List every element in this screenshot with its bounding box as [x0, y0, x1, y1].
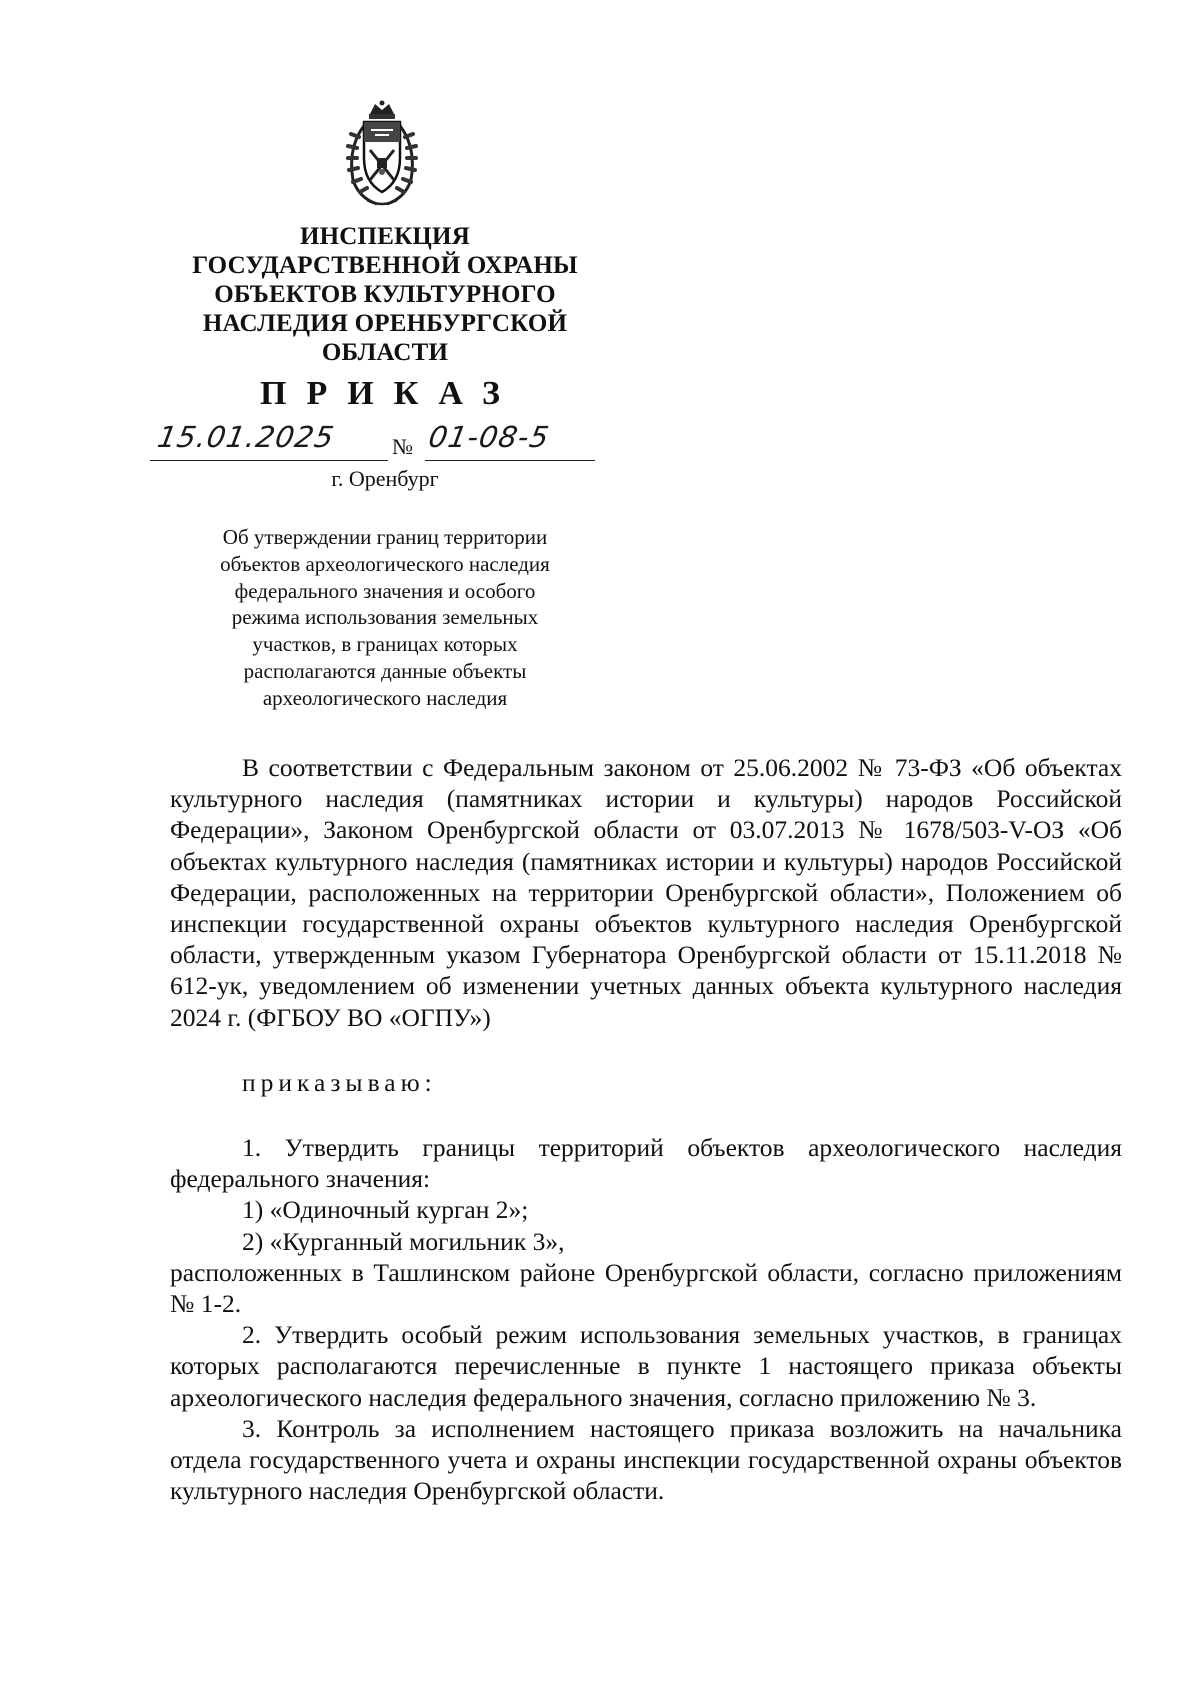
subject-line: режима использования земельных — [231, 605, 539, 630]
subject-line: Об утверждении границ территории — [222, 525, 548, 549]
subject-line: располагаются данные объекты — [243, 658, 527, 683]
city-label: г. Оренбург — [331, 466, 439, 491]
organization-name-line: ОБЪЕКТОВ КУЛЬТУРНОГО — [214, 281, 556, 308]
organization-name-line: ИНСПЕКЦИЯ — [300, 223, 470, 250]
organization-name-line: ГОСУДАРСТВЕННОЙ ОХРАНЫ — [192, 252, 578, 279]
handwritten-date: 15.01.2025 — [155, 420, 338, 454]
document-type-title: ПРИКАЗ — [260, 375, 520, 412]
point-2-paragraph: 2. Утвердить особый режим использования земельных участков, в границах которых располагаются перечисленные в пункте 1 настоящего приказа объекты археологического наследия федерального значения, согласно приложению № 3. — [170, 1320, 1122, 1412]
organization-name-line: ОБЛАСТИ — [321, 339, 449, 366]
point-1-tail: расположенных в Ташлинском районе Оренбургской области, согласно приложениям № 1-2. — [170, 1257, 1122, 1319]
number-label: № — [392, 434, 413, 459]
document-body — [170, 752, 1122, 1506]
number-field — [425, 420, 595, 461]
subject-line: участков, в границах которых — [252, 632, 518, 657]
point-3-paragraph: 3. Контроль за исполнением настоящего приказа возложить на начальника отдела государственного учета и охраны инспекции государственной охраны объектов культурного наследия Оренбургской области. — [170, 1413, 1122, 1506]
point-1-item: 2) «Курганный могильник 3», — [242, 1226, 565, 1256]
decree-word: приказываю: — [242, 1067, 437, 1097]
subject-line: федерального значения и особого — [234, 578, 536, 603]
subject-line: археологического наследия — [262, 685, 508, 710]
point-1-intro: 1. Утвердить границы территорий объектов археологического наследия федерального значения: — [170, 1133, 1122, 1194]
document-subject — [180, 524, 590, 712]
handwritten-number: 01-08-5 — [426, 420, 553, 454]
organization-name-line: НАСЛЕДИЯ ОРЕНБУРГСКОЙ — [202, 310, 568, 337]
date-field — [150, 420, 388, 461]
point-1-item: 1) «Одиночный курган 2»; — [242, 1195, 529, 1225]
subject-line: объектов археологического наследия — [220, 551, 550, 576]
organization-name — [180, 222, 590, 367]
preamble-paragraph: В соответствии с Федеральным законом от 25.06.2002 № 73-ФЗ «Об объектах культурного наследия (памятниках истории и культуры) народов Российской Федерации», Законом Оренбургской области от 03.07.2013 № 1678/503-V-ОЗ «Об объектах культурного наследия (памятниках истории и культуры) народов Российской Федерации, расположенных на территории Оренбургской области», Положением об инспекции государственной охраны объектов культурного наследия Оренбургской области, утвержденным указом Губернатора Оренбургской области от 15.11.2018 № 612-ук, уведомлением об изменении учетных данных объекта культурного наследия 2024 г. (ФГБОУ ВО «ОГПУ») — [170, 753, 1122, 1032]
coat-of-arms-emblem — [337, 100, 427, 210]
